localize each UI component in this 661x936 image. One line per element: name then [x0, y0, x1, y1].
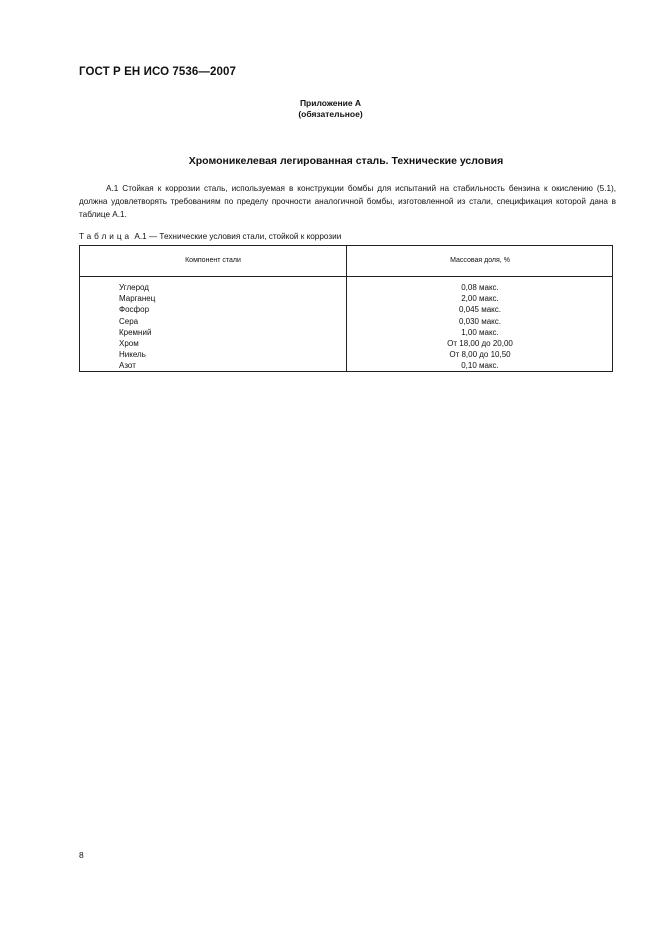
- table-caption-text: А.1 — Технические условия стали, стойкой к коррозии: [132, 232, 342, 241]
- mass-fraction-cell: От 8,00 до 10,50: [449, 350, 511, 360]
- steel-spec-table: [79, 245, 613, 372]
- component-name-cell: Хром: [119, 338, 139, 348]
- table-row: [80, 293, 612, 304]
- component-name-cell: Марганец: [119, 294, 156, 304]
- component-name-cell: Кремний: [119, 327, 152, 337]
- table-row: [80, 327, 612, 338]
- mass-fraction-cell: 0,030 макс.: [458, 316, 501, 326]
- mass-fraction-cell: 2,00 макс.: [461, 294, 499, 304]
- component-name-cell: Углерод: [119, 283, 149, 292]
- document-code: ГОСТ Р ЕН ИСО 7536—2007: [79, 66, 236, 78]
- table-header-component: Компонент стали: [185, 257, 241, 264]
- mass-fraction-cell: 0,045 макс.: [458, 305, 501, 315]
- header-divider: [80, 276, 612, 277]
- mass-fraction-cell: 0,10 макс.: [461, 361, 499, 371]
- table-row: [80, 316, 612, 327]
- table-row: [80, 282, 612, 293]
- annex-status: (обязательное): [298, 109, 363, 119]
- body-paragraph: А.1 Стойкая к коррозии сталь, используемая в конструкции бомбы для испытаний на стабильность бензина к окислению (5.1), должна удовлетворять требованиям по пределу прочности аналогичной бомбы, изготовленной из стали, спецификация которой дана в таблице А.1.: [79, 184, 616, 219]
- mass-fraction-cell: 1,00 макс.: [461, 327, 499, 337]
- component-name-cell: Азот: [119, 361, 136, 371]
- annex-title: Приложение А: [299, 98, 362, 108]
- mass-fraction-cell: От 18,00 до 20,00: [447, 338, 513, 348]
- table-caption-label: Таблица: [79, 232, 133, 241]
- table-row: [80, 338, 612, 349]
- mass-fraction-cell: 0,08 макс.: [461, 283, 499, 292]
- table-row: [80, 304, 612, 315]
- table-row: [80, 360, 612, 371]
- component-name-cell: Сера: [119, 316, 139, 326]
- table-header-mass-fraction: Массовая доля, %: [450, 257, 510, 264]
- component-name-cell: Фосфор: [119, 305, 150, 315]
- component-name-cell: Никель: [119, 350, 146, 360]
- annex-heading: [0, 98, 661, 120]
- table-body: [80, 282, 612, 372]
- section-title: Хромоникелевая легированная сталь. Технические условия: [188, 155, 504, 167]
- table-row: [80, 349, 612, 360]
- page-number: 8: [79, 850, 84, 860]
- table-caption: [79, 232, 341, 241]
